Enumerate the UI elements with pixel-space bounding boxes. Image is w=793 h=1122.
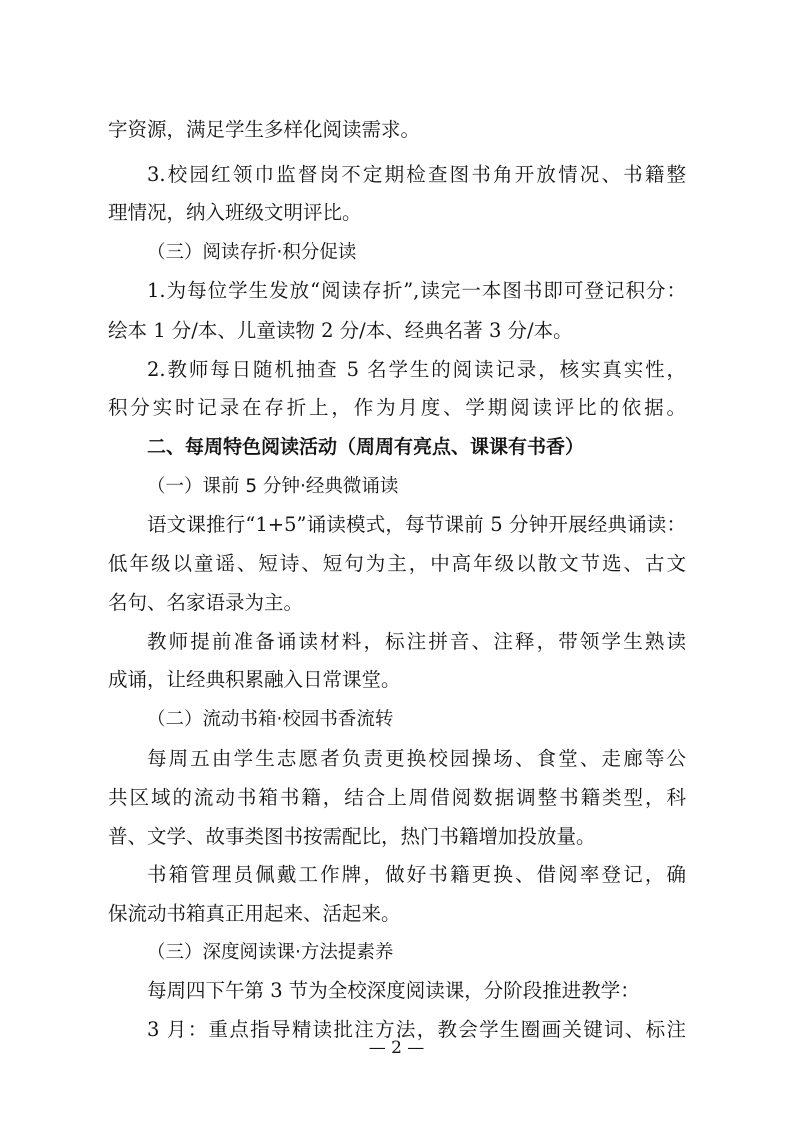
subheading-2-mobile-bookbox: （二）流动书箱·校园书香流转 — [147, 709, 394, 730]
body-line-19: 普、文学、故事类图书按需配比，热门书籍增加投放量。 — [108, 825, 596, 848]
body-line-3: 理情况，纳入班级文明评比。 — [108, 201, 362, 224]
subheading-1-classic-recitation: （一）课前 5 分钟·经典微诵读 — [147, 476, 399, 497]
body-line-1: 字资源，满足学生多样化阅读需求。 — [108, 118, 421, 141]
body-line-17: 每周五由学生志愿者负责更换校园操场、食堂、走廊等公 — [147, 747, 686, 770]
body-line-5: 1.为每位学生发放“阅读存折”,读完一本图书即可登记积分： — [147, 279, 686, 302]
body-line-15: 成诵，让经典积累融入日常课堂。 — [108, 668, 401, 691]
body-line-14: 教师提前准备诵读材料，标注拼音、注释，带领学生熟读 — [147, 630, 686, 653]
body-line-21: 保流动书箱真正用起来、活起来。 — [108, 902, 401, 925]
body-line-18: 共区域的流动书箱书籍，结合上周借阅数据调整书籍类型，科 — [108, 786, 686, 809]
body-line-24: 3 月：重点指导精读批注方法，教会学生圈画关键词、标注 — [147, 1018, 686, 1041]
body-line-7: 2.教师每日随机抽查 5 名学生的阅读记录，核实真实性， — [147, 358, 686, 381]
body-line-8: 积分实时记录在存折上，作为月度、学期阅读评比的依据。 — [108, 396, 686, 419]
body-line-6: 绘本 1 分/本、儿童读物 2 分/本、经典名著 3 分/本。 — [108, 319, 573, 342]
body-line-2: 3.校园红领巾监督岗不定期检查图书角开放情况、书籍整 — [147, 163, 686, 186]
page-number: — 2 — — [368, 1038, 425, 1058]
section-heading-2: 二、每周特色阅读活动（周周有亮点、课课有书香） — [147, 436, 585, 458]
subheading-3-reading-passbook: （三）阅读存折·积分促读 — [147, 242, 357, 263]
body-line-11: 语文课推行“1+5”诵读模式，每节课前 5 分钟开展经典诵读： — [147, 513, 686, 536]
body-line-12: 低年级以童谣、短诗、短句为主，中高年级以散文节选、古文 — [108, 552, 686, 575]
body-line-13: 名句、名家语录为主。 — [108, 591, 304, 614]
body-line-20: 书箱管理员佩戴工作牌，做好书籍更换、借阅率登记，确 — [147, 863, 686, 886]
body-line-23: 每周四下午第 3 节为全校深度阅读课，分阶段推进教学： — [147, 979, 640, 1002]
subheading-3-deep-reading: （三）深度阅读课·方法提素养 — [147, 942, 394, 963]
